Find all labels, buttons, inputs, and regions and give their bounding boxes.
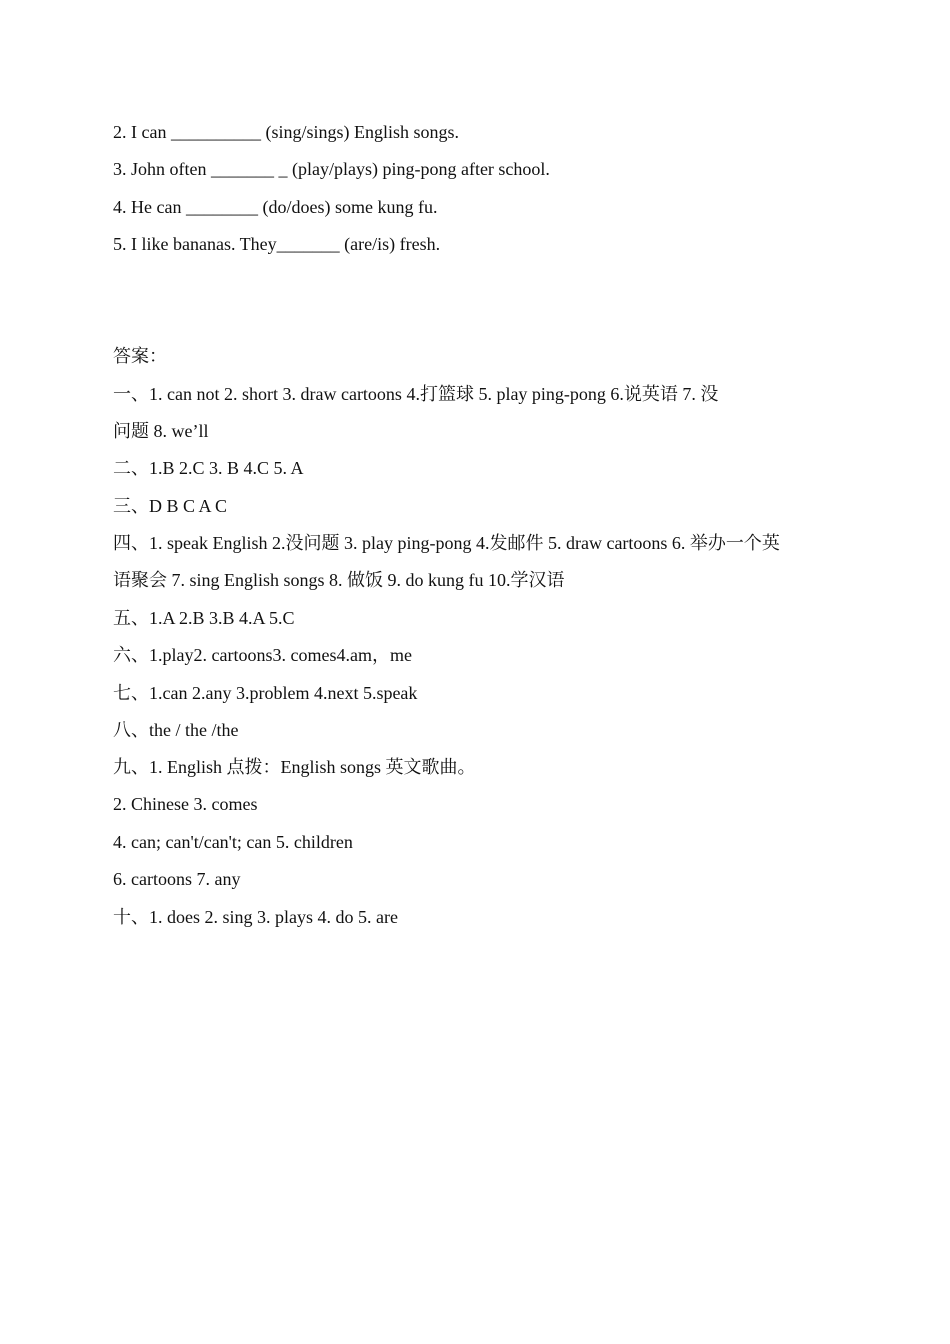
answer-line-9: 七、1.can 2.any 3.problem 4.next 5.speak xyxy=(113,683,418,703)
exercise-item-3: 3. John often _______ _ (play/plays) ping-pong after school. xyxy=(113,159,550,179)
answer-line-3: 二、1.B 2.C 3. B 4.C 5. A xyxy=(113,458,304,478)
answer-line-8: 六、1.play2. cartoons3. comes4.am，me xyxy=(113,645,412,665)
answer-line-7: 五、1.A 2.B 3.B 4.A 5.C xyxy=(113,608,295,628)
exercise-item-2: 2. I can __________ (sing/sings) English songs. xyxy=(113,122,459,142)
answer-line-13: 4. can; can't/can't; can 5. children xyxy=(113,832,353,852)
answer-line-10: 八、the / the /the xyxy=(113,720,239,740)
exercise-item-5: 5. I like bananas. They_______ (are/is) fresh. xyxy=(113,234,441,254)
answer-line-6: 语聚会 7. sing English songs 8. 做饭 9. do kung fu 10.学汉语 xyxy=(113,570,565,590)
answer-line-12: 2. Chinese 3. comes xyxy=(113,794,258,814)
answer-line-15: 十、1. does 2. sing 3. plays 4. do 5. are xyxy=(113,907,398,927)
answer-line-11: 九、1. English 点拨：English songs 英文歌曲。 xyxy=(113,757,476,777)
answer-line-4: 三、D B C A C xyxy=(113,496,228,516)
answers-heading: 答案： xyxy=(113,346,167,366)
answer-line-2: 问题 8. we’ll xyxy=(113,421,209,441)
answer-line-14: 6. cartoons 7. any xyxy=(113,869,241,889)
exercise-item-4: 4. He can ________ (do/does) some kung fu. xyxy=(113,197,438,217)
answer-line-5: 四、1. speak English 2.没问题 3. play ping-pong 4.发邮件 5. draw cartoons 6. 举办一个英 xyxy=(113,533,780,553)
answer-line-1: 一、1. can not 2. short 3. draw cartoons 4.打篮球 5. play ping-pong 6.说英语 7. 没 xyxy=(113,384,719,404)
